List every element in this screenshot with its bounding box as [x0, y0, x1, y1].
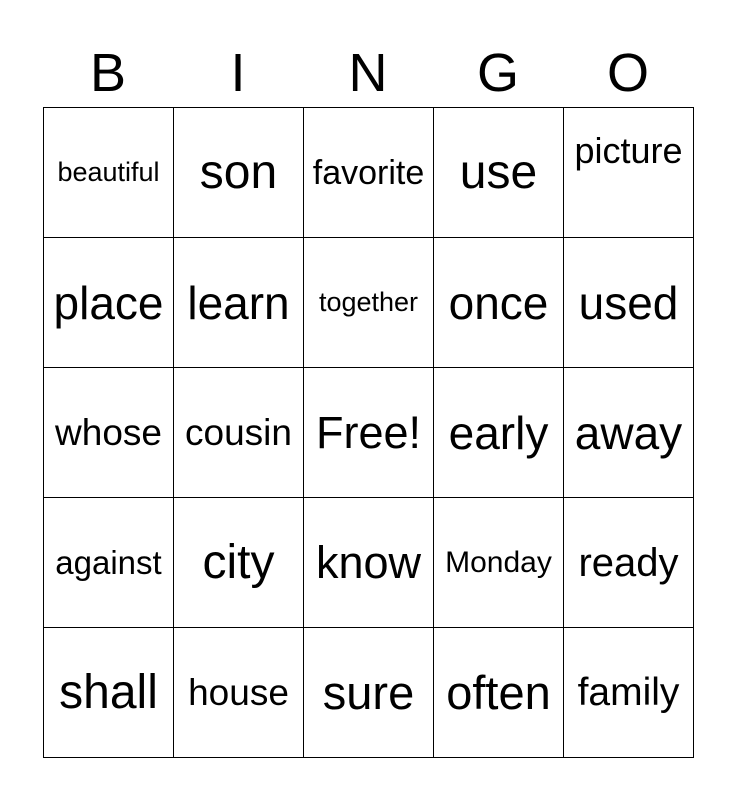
cell-word: ready	[578, 540, 679, 585]
cell-word: sure	[322, 666, 415, 719]
cell-word: Monday	[445, 545, 552, 579]
bingo-cell[interactable]	[304, 238, 434, 368]
bingo-board	[43, 107, 694, 758]
bingo-cell[interactable]	[434, 108, 564, 238]
bingo-cell[interactable]	[174, 628, 304, 758]
cell-word: picture	[574, 129, 683, 171]
cell-word: son	[199, 145, 278, 199]
cell-word: know	[315, 537, 422, 588]
header-letter-b: B	[89, 43, 127, 103]
cell-word: house	[188, 672, 289, 713]
cell-word: early	[448, 406, 549, 459]
bingo-cell[interactable]	[304, 628, 434, 758]
bingo-cell[interactable]	[174, 108, 304, 238]
bingo-cell[interactable]	[44, 368, 174, 498]
bingo-cell[interactable]	[44, 498, 174, 628]
bingo-cell[interactable]	[304, 498, 434, 628]
bingo-cell[interactable]	[44, 108, 174, 238]
cell-word: against	[55, 544, 162, 581]
cell-word: Free!	[315, 407, 422, 458]
cell-word: shall	[59, 665, 158, 719]
bingo-cell[interactable]	[304, 108, 434, 238]
cell-word: beautiful	[57, 157, 160, 187]
bingo-cell[interactable]	[434, 238, 564, 368]
bingo-cell[interactable]	[174, 368, 304, 498]
bingo-cell[interactable]	[564, 628, 694, 758]
cell-word: whose	[55, 412, 162, 453]
cell-word: learn	[187, 276, 290, 329]
header-letter-n: N	[348, 43, 388, 103]
cell-word: cousin	[185, 412, 292, 453]
header-letter-i: I	[230, 43, 246, 103]
bingo-cell[interactable]	[434, 368, 564, 498]
cell-word: favorite	[312, 153, 425, 192]
cell-word: used	[578, 276, 679, 329]
bingo-cell[interactable]	[44, 628, 174, 758]
bingo-cell[interactable]	[564, 498, 694, 628]
cell-word: together	[318, 287, 419, 317]
cell-word: family	[577, 671, 680, 714]
cell-word: use	[459, 145, 538, 199]
bingo-header	[43, 40, 693, 106]
bingo-cell[interactable]	[564, 368, 694, 498]
bingo-cell[interactable]	[304, 368, 434, 498]
bingo-cell[interactable]	[174, 498, 304, 628]
cell-word: city	[202, 535, 275, 589]
header-letter-g: G	[476, 43, 519, 103]
bingo-cell[interactable]	[564, 108, 694, 238]
bingo-cell[interactable]	[44, 238, 174, 368]
bingo-cell[interactable]	[174, 238, 304, 368]
cell-word: often	[446, 666, 551, 719]
cell-word: once	[448, 276, 549, 329]
cell-word: away	[574, 406, 683, 459]
bingo-cell[interactable]	[434, 498, 564, 628]
bingo-cell[interactable]	[564, 238, 694, 368]
bingo-cell[interactable]	[434, 628, 564, 758]
header-letter-o: O	[606, 43, 649, 103]
cell-word: place	[53, 276, 164, 329]
